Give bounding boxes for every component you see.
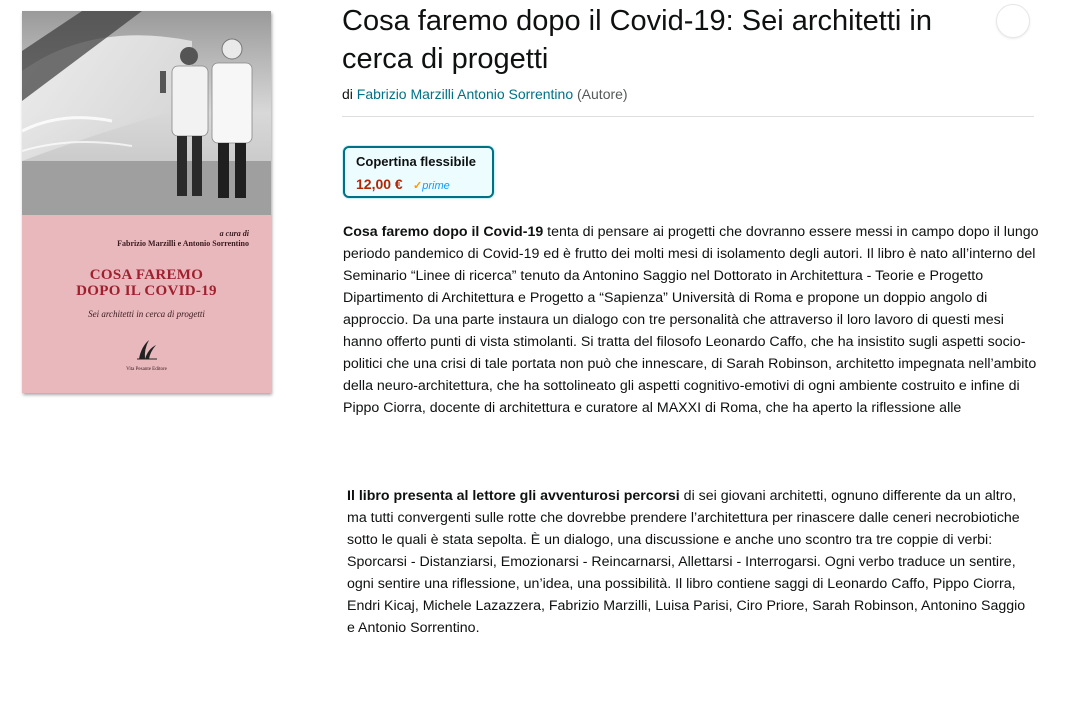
divider: [342, 116, 1034, 117]
description-paragraph-2: [347, 485, 1027, 639]
format-option-paperback[interactable]: [343, 146, 494, 198]
cover-subtitle: Sei architetti in cerca di progetti: [88, 309, 205, 319]
byline-prefix: di: [342, 86, 353, 102]
description-p2-bold: Il libro presenta al lettore gli avventurosi percorsi: [347, 488, 680, 504]
description-p1-bold: Cosa faremo dopo il Covid-19: [343, 224, 544, 240]
cover-photo: [22, 11, 271, 215]
prime-check-icon: ✓: [413, 180, 423, 192]
prime-badge: [413, 179, 450, 192]
cover-title: [22, 267, 271, 299]
cover-curators-names: Fabrizio Marzilli e Antonio Sorrentino: [117, 239, 249, 248]
prime-label: prime: [422, 180, 450, 192]
book-cover-image[interactable]: [22, 11, 271, 393]
cover-text-area: [22, 215, 271, 393]
description-paragraph-1: [343, 221, 1043, 441]
cover-title-line1: COSA FAREMO: [89, 267, 204, 283]
cover-curators-prefix: a cura di: [219, 229, 249, 238]
description-p2-text: di sei giovani architetti, ognuno differente da un altro, ma tutti convergenti sulle rotte che dovrebbe prendere l’architettura per rinascere dalle ceneri necrobiotiche sotto le quali è stata sepolta. È un dialogo, una discussione e anche uno scontro tra tre coppie di verbi: Sporcarsi - Distanziarsi, Emozionarsi - Reincarnarsi, Allettarsi - Interrogarsi. Ogni verbo traduce un sentire, ogni sentire una riflessione, un’idea, una possibilità. Il libro contiene saggi di Leonardo Caffo, Pippo Ciorra, Endri Kicaj, Michele Lazazzera, Fabrizio Marzilli, Luisa Parisi, Ciro Priore, Sarah Robinson, Antonino Saggio e Antonio Sorrentino.: [347, 488, 1026, 636]
product-title: Cosa faremo dopo il Covid-19: Sei architetti in cerca di progetti: [342, 5, 932, 75]
byline: [342, 86, 628, 102]
cover-curators: [117, 229, 249, 249]
author-link[interactable]: Fabrizio Marzilli Antonio Sorrentino: [356, 86, 574, 102]
publisher-logo-icon: [135, 337, 159, 361]
format-price: 12,00 €: [356, 176, 403, 192]
cover-title-line2: DOPO IL COVID-19: [76, 283, 217, 299]
author-role: (Autore): [577, 86, 628, 102]
format-name: Copertina flessibile: [356, 154, 476, 169]
description-p1-text: tenta di pensare ai progetti che dovranno essere messi in campo dopo il lungo periodo pandemico di Covid-19 ed è frutto dei molti mesi di isolamento degli autori. Il libro è nato all’interno del Seminario “Linee di ricerca” tenuto da Antonino Saggio nel Dottorato in Architettura - Teorie e Progetto Dipartimento di Architettura e Progetto a “Sapienza” Università di Roma e propone un doppio angolo di approccio. Da una parte instaura un dialogo con tre personalità che attraverso il loro lavoro di questi mesi hanno offerto punti di vista stimolanti. Si tratta del filosofo Leonardo Caffo, che ha insistito sugli aspetti socio-politici che una crisi di tale portata non può che innescare, di Sarah Robinson, architetto impegnata nell’ambito della neuro-architettura, che ha sottolineato gli aspetti cognitivo-emotivi di ogni ambiente costruito e infine di Pippo Ciorra, docente di architettura e curatore al MAXXI di Roma, che ha aperto la riflessione alle: [343, 224, 1039, 416]
cover-publisher: Vita Pesante Editore: [126, 367, 167, 372]
share-button[interactable]: [996, 4, 1030, 38]
